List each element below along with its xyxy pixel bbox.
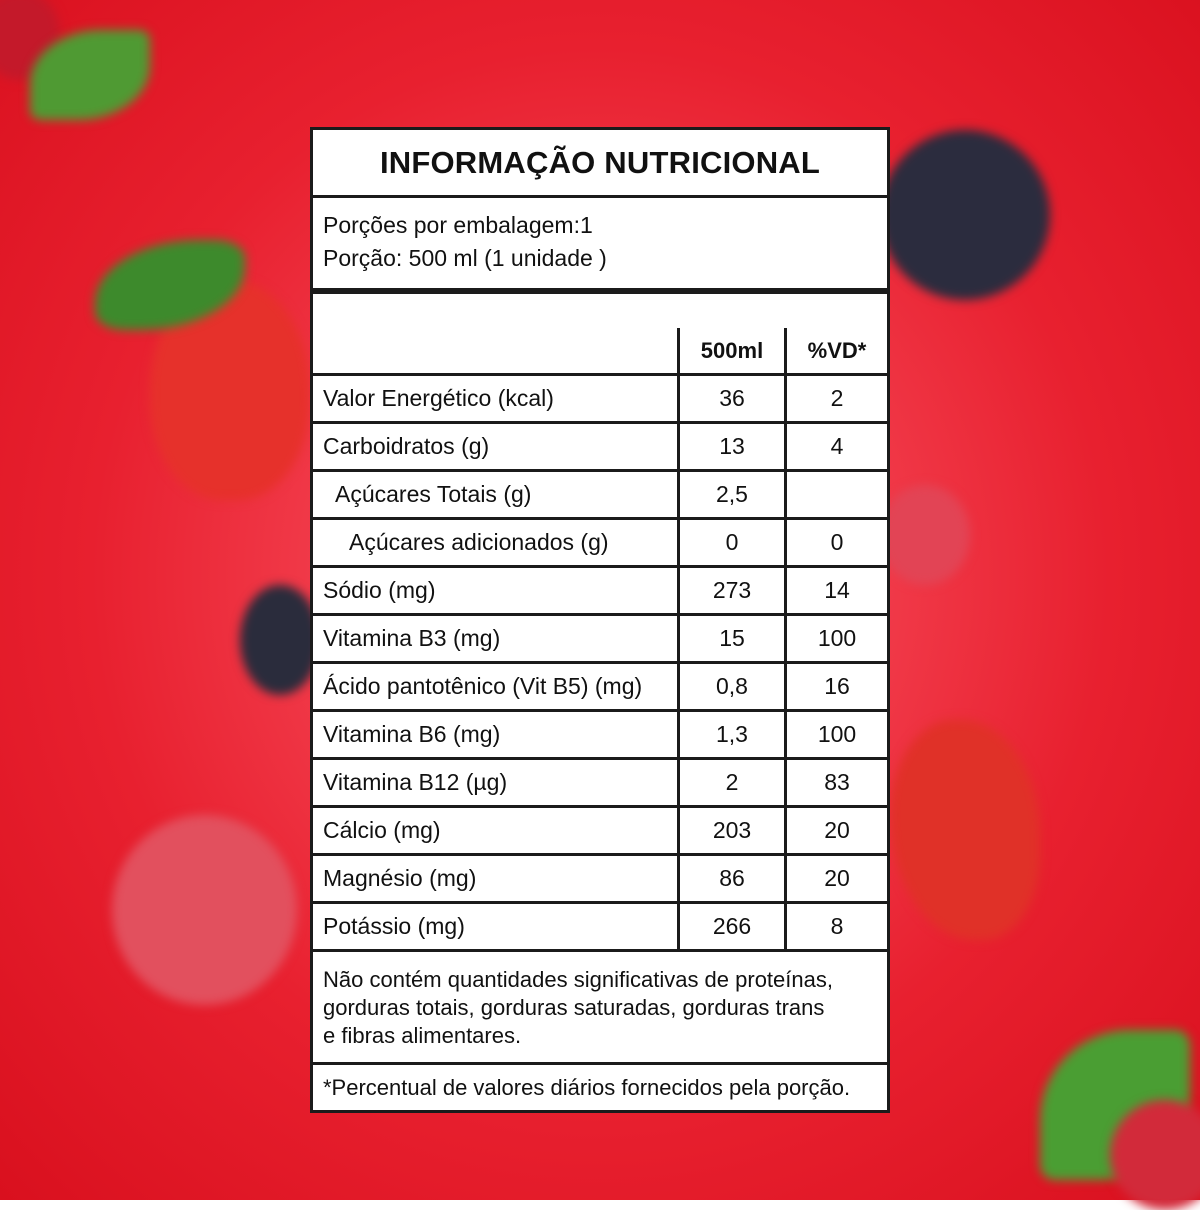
nutrient-amount: 15 [677,616,784,661]
column-header-amount: 500ml [677,328,784,373]
nutrient-name: Vitamina B12 (µg) [323,769,508,795]
nutrient-amount: 1,3 [677,712,784,757]
nutrient-name: Ácido pantotênico (Vit B5) (mg) [323,673,643,699]
table-row [313,616,887,664]
table-row [313,904,887,952]
serving-size: Porção: 500 ml (1 unidade ) [323,245,607,271]
portions-info [313,198,887,288]
nutrient-dv: 8 [784,904,887,949]
nutrient-amount: 36 [677,376,784,421]
nutrient-amount: 2,5 [677,472,784,517]
nutrient-amount: 0,8 [677,664,784,709]
nutrient-dv: 16 [784,664,887,709]
nutrient-dv [784,472,887,517]
nutrient-amount: 0 [677,520,784,565]
nutrient-dv: 14 [784,568,887,613]
nutrient-dv: 0 [784,520,887,565]
nutrient-dv: 4 [784,424,887,469]
nutrient-dv: 20 [784,856,887,901]
nutrient-dv: 2 [784,376,887,421]
servings-per-package: Porções por embalagem:1 [323,212,593,238]
nutrient-name: Cálcio (mg) [323,817,441,843]
table-row [313,472,887,520]
blackberry-icon [240,585,320,695]
note-line: Não contém quantidades significativas de proteínas, [323,967,833,992]
nutrient-name: Açúcares Totais (g) [335,481,532,507]
footnote: *Percentual de valores diários fornecidos pela porção. [323,1075,851,1100]
nutrient-amount: 86 [677,856,784,901]
nutrient-amount: 203 [677,808,784,853]
table-row [313,808,887,856]
blackberry-icon [880,130,1050,300]
nutrient-name: Carboidratos (g) [323,433,490,459]
note-line: gorduras totais, gorduras saturadas, gorduras trans [323,995,825,1020]
nutrient-dv: 100 [784,712,887,757]
nutrient-dv: 100 [784,616,887,661]
nutrient-amount: 266 [677,904,784,949]
column-header-dv: %VD* [784,328,887,373]
table-row [313,568,887,616]
not-significant-note [313,952,887,1065]
table-row [313,376,887,424]
nutrient-name: Sódio (mg) [323,577,436,603]
nutrient-amount: 13 [677,424,784,469]
nutrient-name: Magnésio (mg) [323,865,477,891]
nutrient-dv: 20 [784,808,887,853]
table-row [313,520,887,568]
nutrient-name: Açúcares adicionados (g) [349,529,609,555]
nutrient-name: Potássio (mg) [323,913,465,939]
raspberry-icon [112,815,297,1005]
table-row [313,424,887,472]
nutrient-amount: 273 [677,568,784,613]
label-title: INFORMAÇÃO NUTRICIONAL [313,130,887,198]
table-row [313,760,887,808]
nutrient-amount: 2 [677,760,784,805]
nutrient-name: Vitamina B6 (mg) [323,721,501,747]
nutrition-label [310,127,890,1113]
raspberry-icon [880,485,970,585]
nutrient-name: Valor Energético (kcal) [323,385,554,411]
nutrient-dv: 83 [784,760,887,805]
table-row [313,712,887,760]
nutrient-name: Vitamina B3 (mg) [323,625,501,651]
table-row [313,856,887,904]
note-line: e fibras alimentares. [323,1023,522,1048]
table-row [313,664,887,712]
table-header [313,328,887,376]
